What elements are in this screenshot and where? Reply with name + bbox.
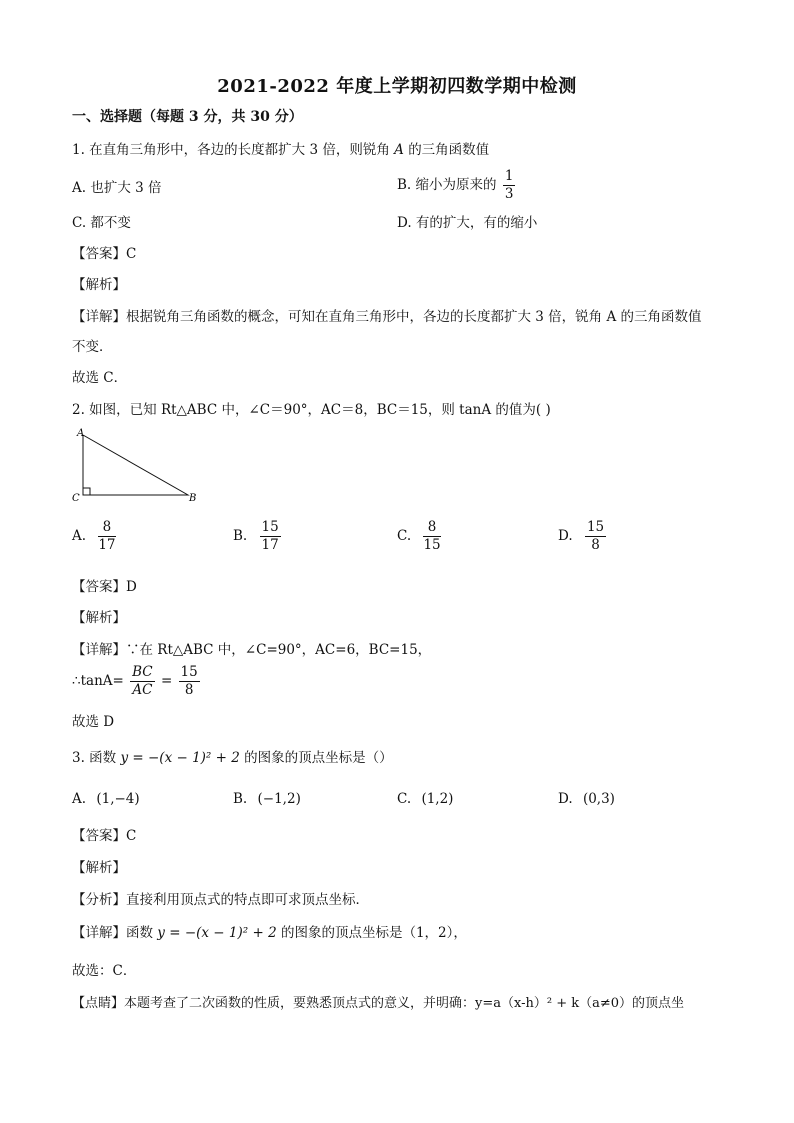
q1-detail-line2: 不变． — [72, 339, 113, 355]
q2-option-d-fraction — [585, 519, 606, 554]
q2-option-b-label: B. — [233, 528, 248, 544]
q2-option-c-den: 15 — [423, 537, 441, 553]
q3-stem — [72, 749, 393, 767]
q1-stem-var: A — [394, 142, 404, 158]
section-heading: 一、选择题（每题 3 分，共 30 分） — [72, 109, 303, 125]
q2-formula-den1: AC — [132, 682, 153, 698]
q2-formula-den2: 8 — [184, 682, 194, 698]
q2-option-a-num: 8 — [98, 519, 115, 537]
q2-conclusion: 故选 D — [72, 714, 115, 730]
q2-detail: 【详解】∵在 Rt△ABC 中，∠C=90°，AC=6，BC=15， — [72, 642, 432, 658]
q2-formula-num1: BC — [132, 664, 153, 680]
q2-option-d — [558, 519, 608, 554]
q1-option-d: D. 有的扩大，有的缩小 — [397, 215, 538, 231]
q3-fenxi: 【分析】直接利用顶点式的特点即可求顶点坐标． — [72, 892, 369, 908]
q2-option-d-den: 8 — [591, 537, 600, 553]
q2-option-a-den: 17 — [98, 537, 116, 553]
q3-function: y = −(x − 1)² + 2 — [120, 750, 240, 766]
q3-dianjing: 【点睛】本题考查了二次函数的性质，要熟悉顶点式的意义，并明确：y=a（x-h）² + k（a≠0）的顶点坐 — [72, 996, 685, 1011]
q1-analysis: 【解析】 — [72, 277, 126, 293]
vertex-label-b: B — [189, 493, 197, 504]
q2-analysis: 【解析】 — [72, 610, 126, 626]
vertex-label-c: C — [72, 493, 80, 504]
q1-stem-text-b: 的三角函数值 — [408, 142, 490, 158]
q1-answer: 【答案】C — [72, 246, 137, 262]
q2-formula — [72, 664, 202, 699]
page-title: 2021-2022 年度上学期初四数学期中检测 — [217, 76, 577, 97]
q3-detail-suffix: 的图象的顶点坐标是（1，2）， — [280, 925, 467, 941]
q2-formula-prefix: ∴tanA= — [72, 673, 124, 689]
q2-option-b-den: 17 — [261, 537, 279, 553]
q3-option-a — [72, 790, 140, 808]
q1-option-b-num: 1 — [504, 168, 514, 184]
q1-stem-text-a: 1. 在直角三角形中，各边的长度都扩大 3 倍，则锐角 — [72, 142, 390, 158]
q3-option-d-value: (0,3) — [582, 791, 615, 807]
q3-detail — [72, 924, 467, 942]
q2-option-a-label: A. — [72, 528, 87, 544]
q3-option-c-value: (1,2) — [421, 791, 454, 807]
q3-option-a-value: (1,−4) — [96, 791, 140, 807]
q1-stem — [72, 141, 489, 159]
q3-option-d — [558, 790, 615, 808]
q1-conclusion: 故选 C． — [72, 370, 128, 386]
q2-answer: 【答案】D — [72, 579, 137, 595]
q1-option-b-den: 3 — [504, 186, 514, 202]
q3-option-b-value: (−1,2) — [257, 791, 301, 807]
q2-option-a — [72, 519, 118, 554]
q2-option-b-num: 15 — [261, 519, 279, 535]
q3-option-b-label: B. — [233, 791, 248, 807]
q1-option-b-fraction — [503, 168, 516, 203]
q2-option-c-label: C. — [397, 528, 412, 544]
q3-analysis: 【解析】 — [72, 860, 126, 876]
vertex-label-a: A — [77, 428, 85, 439]
q2-option-a-fraction — [98, 519, 115, 554]
q2-formula-fraction-1 — [130, 664, 155, 699]
q2-option-b — [233, 519, 283, 554]
q1-option-b — [397, 168, 517, 203]
q3-option-b — [233, 790, 301, 808]
q2-option-c-fraction — [423, 519, 440, 554]
triangle-outline — [83, 435, 188, 495]
q1-detail-line1: 【详解】根据锐角三角函数的概念，可知在直角三角形中，各边的长度都扩大 3 倍，锐角 A 的三角函数值 — [72, 309, 702, 325]
q3-option-a-label: A. — [72, 791, 87, 807]
q3-conclusion: 故选：C． — [72, 963, 137, 979]
right-angle-mark — [83, 488, 90, 495]
q3-detail-prefix: 【详解】函数 — [72, 925, 153, 941]
q3-option-c — [397, 790, 453, 808]
q2-option-b-fraction — [260, 519, 281, 554]
q3-stem-prefix: 3. 函数 — [72, 750, 117, 766]
q3-stem-suffix: 的图象的顶点坐标是（） — [244, 750, 393, 766]
q3-detail-function: y = −(x − 1)² + 2 — [157, 925, 277, 941]
q2-formula-eq: = — [160, 673, 173, 689]
q2-option-d-num: 15 — [586, 519, 605, 535]
q1-option-c: C. 都不变 — [72, 215, 131, 231]
q2-option-d-label: D. — [558, 528, 573, 544]
q2-formula-fraction-2 — [179, 664, 200, 699]
q3-answer: 【答案】C — [72, 828, 137, 844]
q2-option-c — [397, 519, 443, 554]
q3-option-c-label: C. — [397, 791, 412, 807]
triangle-figure — [68, 425, 208, 507]
q3-option-d-label: D. — [558, 791, 573, 807]
q1-option-a: A. 也扩大 3 倍 — [72, 180, 162, 196]
q2-option-c-num: 8 — [423, 519, 440, 537]
q1-option-b-text: B. 缩小为原来的 — [397, 177, 497, 193]
q2-formula-num2: 15 — [180, 664, 198, 680]
q2-stem: 2. 如图，已知 Rt△ABC 中，∠C＝90°，AC＝8，BC＝15，则 tanA 的值为( ) — [72, 402, 551, 418]
